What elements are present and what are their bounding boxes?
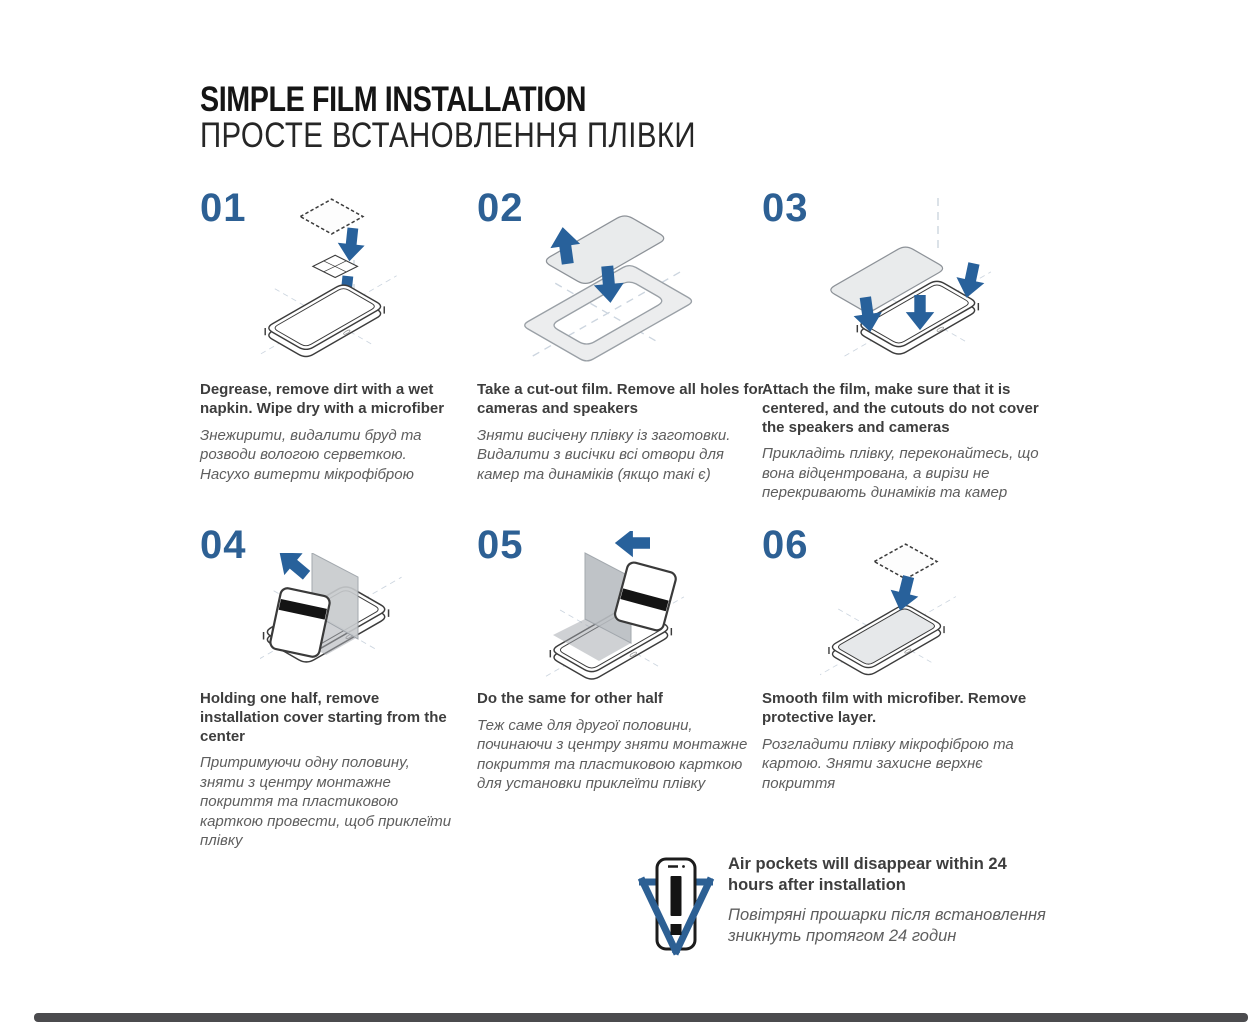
smooth-with-microfiber-illustration [820, 543, 1035, 693]
step-06-text-en: Smooth film with microfiber. Remove protective layer. [762, 690, 1027, 726]
peel-film-from-cutout-sheet-illustration [519, 198, 734, 378]
step-02-text-ua: Зняти висічену плівку із заготовки. Видалити з висічки всі отвори для камер та динаміків (якщо такі є) [477, 426, 731, 483]
step-03-text-ua: Прикладіть плівку, переконайтесь, що вона відцентрована, а вирізи не перекривають динаміків та камер [762, 445, 1039, 502]
napkin-clean-phone-illustration [258, 192, 468, 378]
step-06-text-ua: Розгладити плівку мікрофіброю та картою. Зняти захисне верхнє покриття [762, 735, 1014, 792]
warning-text-en: Air pockets will disappear within 24 hours after installation [728, 855, 1007, 895]
step-04-number: 04 [200, 523, 247, 567]
step-05-text-ua: Теж саме для другої половини, починаючи з центру зняти монтажне покриття та пластиковою карткою для установки приклеїти плівку [477, 716, 748, 793]
step-04-text-ua: Притримуючи одну половину, зняти з центру монтажне покриття та пластиковою карткою провести, щоб приклеїти плівку [200, 754, 452, 850]
step-06-number: 06 [762, 523, 809, 567]
card-peel-first-half-illustration [260, 553, 475, 693]
title-english: SIMPLE FILM INSTALLATION [200, 80, 587, 119]
step-03-text-en: Attach the film, make sure that it is centered, and the cutouts do not cover the speakers and cameras [762, 381, 1039, 436]
title-ukrainian: ПРОСТЕ ВСТАНОВЛЕННЯ ПЛІВКИ [200, 116, 696, 155]
step-05-text-en: Do the same for other half [477, 690, 663, 707]
warning-text-ua: Повітряні прошарки після встановлення зникнуть протягом 24 годин [728, 905, 1046, 946]
step-05-number: 05 [477, 523, 524, 567]
step-04-text-en: Holding one half, remove installation cover starting from the center [200, 690, 447, 745]
step-01-number: 01 [200, 186, 247, 230]
step-02-text-en: Take a cut-out film. Remove all holes for cameras and speakers [477, 381, 764, 417]
step-03-number: 03 [762, 186, 809, 230]
step-02-number: 02 [477, 186, 524, 230]
card-peel-other-half-illustration [545, 531, 760, 691]
phone-exclamation-warning-icon [637, 856, 715, 960]
horizontal-scrollbar-thumb[interactable] [34, 1013, 1248, 1022]
warning-note [728, 854, 1050, 948]
align-film-on-phone-illustration [820, 196, 1055, 376]
step-01-text-ua: Знежирити, видалити бруд та розводи вологою серветкою. Насухо витерти мікрофіброю [200, 426, 422, 483]
step-01-text-en: Degrease, remove dirt with a wet napkin. Wipe dry with a microfiber [200, 381, 445, 417]
